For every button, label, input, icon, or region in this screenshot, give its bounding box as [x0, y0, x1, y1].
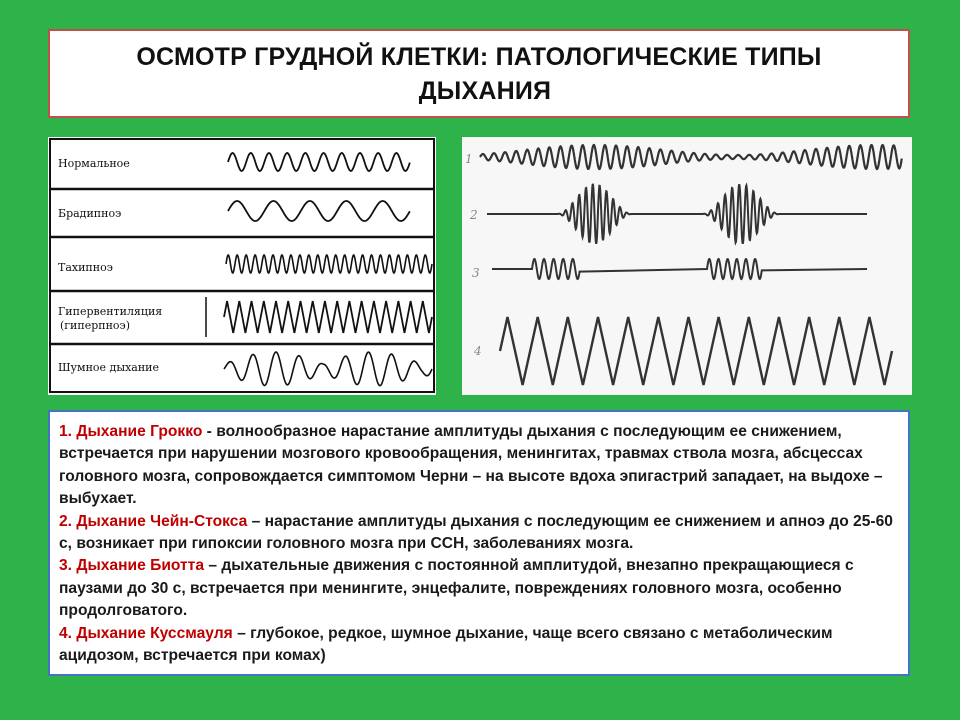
pattern-number-4: 4	[474, 344, 482, 358]
pathological-patterns-figure	[462, 137, 912, 395]
breathing-types-table	[48, 137, 436, 395]
pattern-number-1: 1	[465, 152, 473, 166]
description-cheyne-stokes	[59, 511, 896, 556]
pattern-number-3: 3	[472, 266, 480, 280]
page-title-line-1: ОСМОТР ГРУДНОЙ КЛЕТКИ: ПАТОЛОГИЧЕСКИЕ ТИПЫ	[136, 42, 822, 71]
term-kussmaul: 4. Дыхание Куссмауля	[59, 624, 233, 642]
term-grocco: 1. Дыхание Грокко	[59, 423, 203, 440]
term-cheyne-stokes: 2. Дыхание Чейн-Стокса	[59, 512, 248, 530]
pathological-patterns-svg	[462, 137, 912, 395]
description-kussmaul	[59, 623, 896, 668]
term-biot: 3. Дыхание Биотта	[59, 557, 204, 575]
row-label-hyperpnea: (гиперпноэ)	[60, 319, 131, 332]
page-title-line-2: ДЫХАНИЯ	[418, 76, 552, 105]
breathing-types-table-svg	[48, 137, 436, 395]
row-label-noisy-breathing: Шумное дыхание	[58, 361, 160, 374]
text-biot: – дыхательные движения с постоянной амплитудой, внезапно прекращающиеся с паузами до 30 с, встречается при менингите, энцефалите, повреждениях головного мозга, особенно продолговатого.	[59, 557, 854, 620]
row-label-bradypnea: Брадипноэ	[58, 207, 122, 220]
description-grocco	[59, 421, 896, 511]
text-cheyne-stokes: – нарастание амплитуды дыхания с последующим ее снижением и апноэ до 25-60 с, возникает при гипоксии головного мозга при ССН, заболеваниях мозга.	[59, 512, 893, 553]
row-label-normal: Нормальное	[58, 157, 130, 170]
row-label-tachypnea: Тахипноэ	[58, 261, 113, 274]
pattern-number-2: 2	[470, 208, 478, 222]
descriptions-box	[48, 410, 910, 676]
text-kussmaul: – глубокое, редкое, шумное дыхание, чаще всего связано с метаболическим ацидозом, встречается при комах)	[59, 624, 833, 665]
row-label-hyperventilation: Гипервентиляция	[58, 305, 163, 318]
title-box	[48, 29, 910, 118]
text-grocco: - волнообразное нарастание амплитуды дыхания с последующим ее снижением, встречается при нарушении мозгового кровообращения, менингитах, травмах ствола мозга, абсцессах головного мозга, сопровождается симптомом Черни – на высоте вдоха эпигастрий западает, на выдохе – выбухает.	[59, 423, 883, 508]
description-biot	[59, 555, 896, 622]
